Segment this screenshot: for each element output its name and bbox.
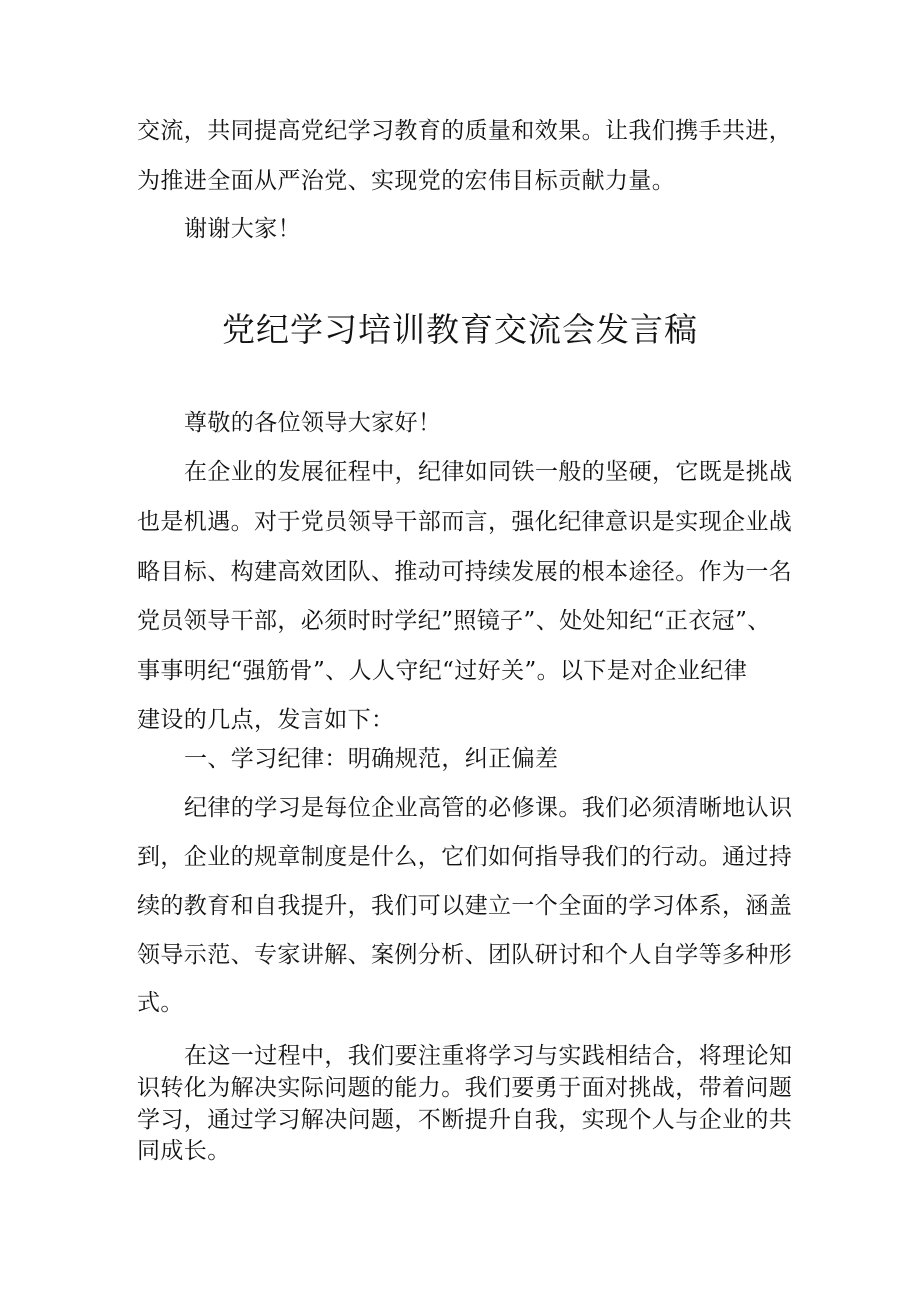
para1-line: 建设的几点，发言如下：	[137, 707, 395, 733]
para2-line: 续的教育和自我提升，我们可以建立一个全面的学习体系，涵盖	[137, 893, 793, 919]
prev-text-line: 交流，共同提高党纪学习教育的质量和效果。让我们携手共进，	[137, 118, 793, 144]
prev-text-line: 为推进全面从严治党、实现党的宏伟目标贡献力量。	[137, 168, 676, 194]
section-heading-1: 一、学习纪律：明确规范，纠正偏差	[184, 746, 559, 772]
para1-line: 略目标、构建高效团队、推动可持续发展的根本途径。作为一名	[137, 559, 793, 585]
para1-line: 党员领导干部，必须时时学纪”照镜子”、处处知纪“正衣冠”、	[137, 608, 771, 634]
para1-line: 在企业的发展征程中，纪律如同铁一般的坚硬，它既是挑战	[184, 459, 793, 485]
prev-closing: 谢谢大家！	[184, 216, 301, 242]
para1-line: 事事明纪“强筋骨”、人人守纪“过好关”。以下是对企业纪律	[137, 658, 748, 684]
para3-line: 学习，通过学习解决问题，不断提升自我，实现个人与企业的共	[137, 1107, 793, 1133]
greeting: 尊敬的各位领导大家好！	[184, 410, 442, 436]
para3-line: 在这一过程中，我们要注重将学习与实践相结合，将理论知	[184, 1043, 793, 1069]
para3-line: 同成长。	[137, 1138, 231, 1164]
para3-line: 识转化为解决实际问题的能力。我们要勇于面对挑战，带着问题	[137, 1075, 793, 1101]
para1-line: 也是机遇。对于党员领导干部而言，强化纪律意识是实现企业战	[137, 509, 793, 535]
speech-title: 党纪学习培训教育交流会发言稿	[222, 310, 698, 349]
para2-line: 式。	[137, 990, 184, 1016]
para2-line: 领导示范、专家讲解、案例分析、团队研讨和个人自学等多种形	[137, 942, 793, 968]
para2-line: 纪律的学习是每位企业高管的必修课。我们必须清晰地认识	[184, 795, 793, 821]
para2-line: 到，企业的规章制度是什么，它们如何指导我们的行动。通过持	[137, 844, 793, 870]
